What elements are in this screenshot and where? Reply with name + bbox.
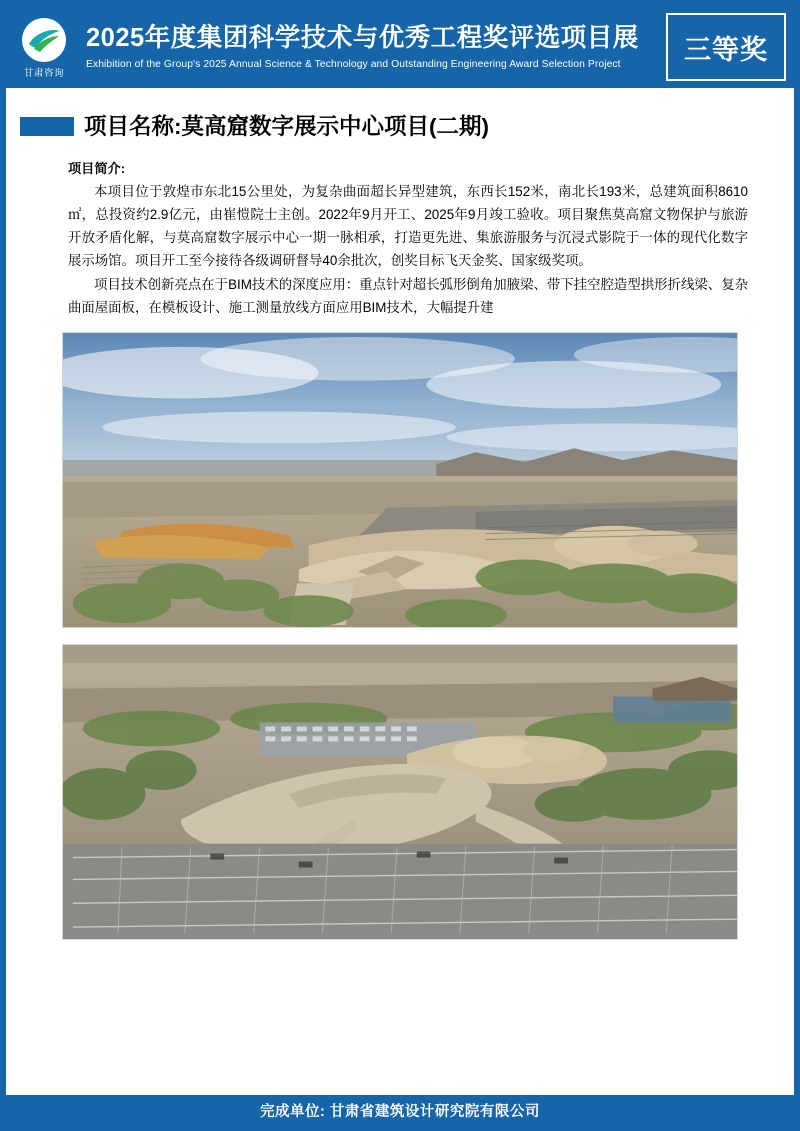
header-title-english: Exhibition of the Group's 2025 Annual Science & Technology and Outstanding Engineering Award Selection Project (86, 58, 621, 70)
project-photo-aerial-2 (62, 644, 738, 940)
intro-paragraph-2: 项目技术创新亮点在于BIM技术的深度应用：重点针对超长弧形倒角加腋梁、带下挂空腔造型拱形折线梁、复杂曲面屋面板，在模板设计、施工测量放线方面应用BIM技术，大幅提升建 (68, 277, 748, 316)
logo-mark-icon (22, 18, 66, 62)
intro-label: 项目简介: (68, 161, 126, 176)
header-title-group (82, 6, 662, 88)
page-title: 项目名称:莫高窟数字展示中心项目(二期) (84, 114, 489, 139)
project-photo-aerial-1 (62, 332, 738, 628)
intro-paragraph-1: 本项目位于敦煌市东北15公里处，为复杂曲面超长异型建筑，东西长152米，南北长193米，总建筑面积8610㎡，总投资约2.9亿元，由崔愷院士主创。2022年9月开工、2025年9月竣工验收。项目聚焦莫高窟文物保护与旅游开放矛盾化解，与莫高窟数字展示中心一期一脉相承，打造更先进、集旅游服务与沉浸式影院于一体的现代化数字展示场馆。项目开工至今接待各级调研督导40余批次，创奖目标飞天金奖、国家级奖项。 (68, 184, 748, 269)
photo-gallery (6, 332, 794, 940)
footer-unit-label: 完成单位: 甘肃省建筑设计研究院有限公司 (260, 1103, 540, 1120)
award-label: 三等奖 (684, 34, 768, 65)
project-title-row (6, 109, 794, 141)
header-title-chinese: 2025年度集团科学技术与优秀工程奖评选项目展 (86, 24, 639, 53)
award-badge (666, 13, 786, 81)
intro-section (6, 158, 794, 319)
page-footer (6, 1095, 794, 1125)
logo-label: 甘肃咨询 (23, 67, 64, 79)
organization-logo (6, 6, 82, 88)
page-header (6, 6, 794, 88)
title-accent-bar (20, 117, 74, 136)
